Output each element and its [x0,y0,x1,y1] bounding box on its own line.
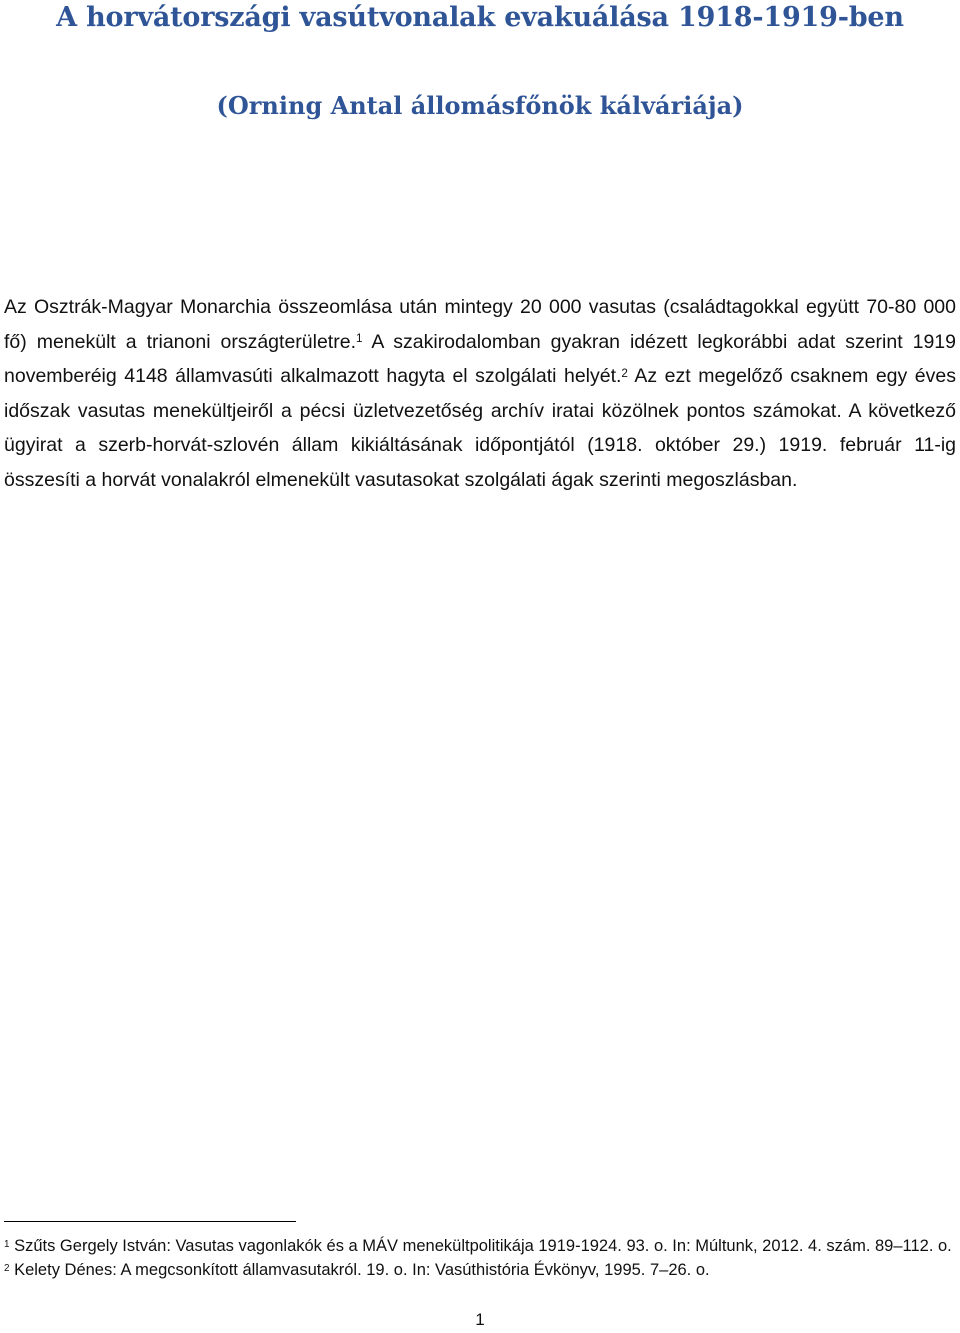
footnote-ref-1[interactable]: 1 [355,332,363,346]
page-number: 1 [475,1310,485,1329]
footnote-1 [4,1234,956,1258]
footnote-text-1: Szűts Gergely István: Vasutas vagonlakók és a MÁV menekültpolitikája 1919-1924. 93. o. In: Múltunk, 2012. 4. szám. 89–112. o. [9,1237,952,1255]
footnote-ref-2[interactable]: 2 [621,366,628,380]
footnote-text-2: Kelety Dénes: A megcsonkított államvasutakról. 19. o. In: Vasúthistória Évkönyv, 1995. 7–26. o. [9,1261,710,1279]
footnote-number-2: 2 [4,1262,10,1274]
footnotes [4,1234,956,1282]
paragraph-part-3: Az ezt megelőző csaknem egy éves időszak vasutas menekültjeiről a pécsi üzletvezetőség archív iratai közölnek pontos számokat. A következő ügyirat a szerb-horvát-szlovén állam kikiáltásának időpontjától (1918. október 29.) 1919. február 11-ig összesíti a horvát vonalakról elmenekült vasutasokat szolgálati ágak szerinti megoszlásban. [4,365,956,491]
body-paragraph [4,290,956,497]
document-subtitle: (Orning Antal állomásfőnök kálváriája) [216,91,744,120]
paragraph-part-2: A szakirodalomban gyakran idézett legkorábbi adat szerint 1919 novemberéig 4148 államvasúti alkalmazott hagyta el szolgálati helyét. [4,330,956,387]
footnote-2 [4,1258,956,1282]
footnote-number-1: 1 [4,1238,10,1250]
paragraph-part-1: Az Osztrák-Magyar Monarchia összeomlása után mintegy 20 000 vasutas (családtagokkal együtt 70-80 000 fő) menekült a trianoni országterületre. [4,296,956,353]
document-title: A horvátországi vasútvonalak evakuálása 1918-1919-ben [56,2,904,33]
footnote-separator [4,1221,296,1222]
